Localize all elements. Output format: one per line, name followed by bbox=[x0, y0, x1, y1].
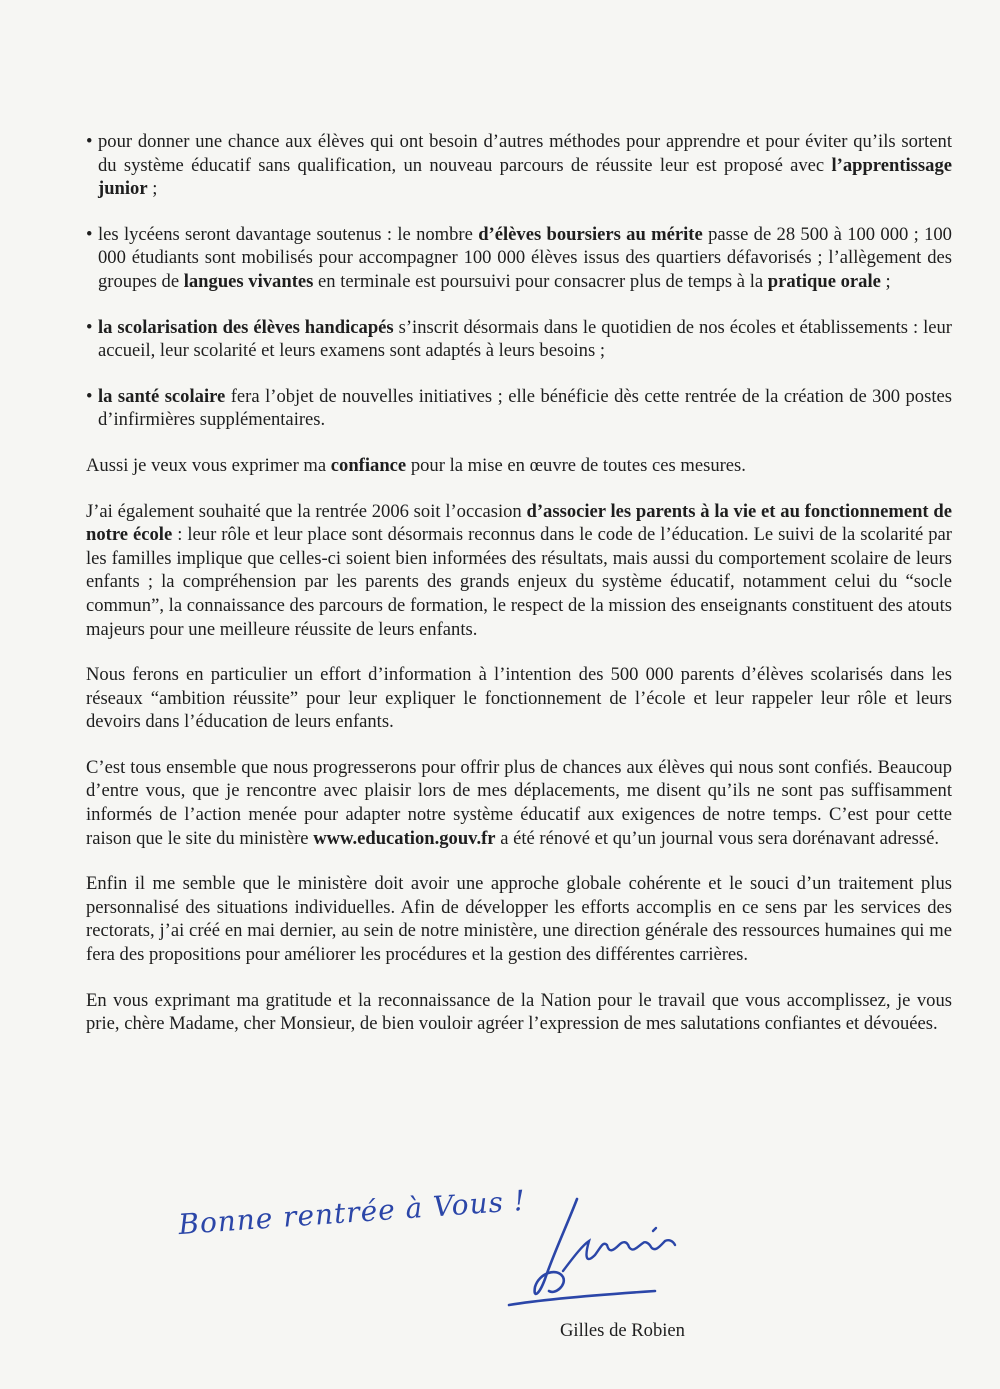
text-run: fera l’objet de nouvelles initiatives ; elle bénéficie dès cette rentrée de la création de 300 postes d’infirmières supplémentaires. bbox=[98, 385, 952, 431]
text-run: s’inscrit désormais dans le quotidien de nos écoles et établissements : leur accueil, leur scolarité et leurs examens sont adaptés à leurs besoins ; bbox=[98, 316, 952, 362]
bold-text: d’associer les parents à la vie et au fonctionnement de notre école bbox=[86, 500, 952, 546]
bold-text: langues vivantes bbox=[183, 270, 314, 292]
bold-text: confiance bbox=[330, 454, 407, 476]
paragraph bbox=[86, 454, 952, 478]
text-run: a été rénové et qu’un journal vous sera dorénavant adressé. bbox=[495, 827, 940, 849]
text-run: En vous exprimant ma gratitude et la reconnaissance de la Nation pour le travail que vous accomplissez, je vous prie, chère Madame, cher Monsieur, de bien vouloir agréer l’expression de mes salutations confiantes et dévouées. bbox=[86, 989, 952, 1035]
bold-text: www.education.gouv.fr bbox=[313, 827, 496, 849]
text-run: les lycéens seront davantage soutenus : le nombre bbox=[98, 223, 479, 245]
paragraph bbox=[86, 663, 952, 734]
paragraph bbox=[86, 500, 952, 642]
bullet-marker: • bbox=[86, 316, 93, 338]
bullet-marker: • bbox=[86, 385, 93, 407]
bullet-list bbox=[86, 130, 952, 432]
text-run: J’ai également souhaité que la rentrée 2006 soit l’occasion bbox=[86, 500, 527, 522]
signer-name: Gilles de Robien bbox=[560, 1320, 685, 1341]
bullet-item bbox=[86, 385, 952, 432]
text-run: Nous ferons en particulier un effort d’information à l’intention des 500 000 parents d’élèves scolarisés dans les réseaux “ambition réussite” pour leur expliquer le fonctionnement de l’école et leur rappeler leur rôle et leurs devoirs dans l’éducation de leurs enfants. bbox=[86, 664, 952, 733]
bold-text: pratique orale bbox=[767, 270, 881, 292]
handwritten-note: Bonne rentrée à Vous ! bbox=[177, 1183, 528, 1242]
bold-text: la santé scolaire bbox=[98, 385, 226, 407]
bullet-marker: • bbox=[86, 223, 93, 245]
bullet-item bbox=[86, 130, 952, 201]
text-run: passe de 28 500 à 100 000 ; 100 000 étudiants sont mobilisés pour accompagner 100 000 élèves issus des quartiers défavorisés ; l’allègement des groupes de bbox=[98, 223, 952, 292]
bullet-marker: • bbox=[86, 131, 93, 152]
paragraph bbox=[86, 989, 952, 1036]
paragraph bbox=[86, 872, 952, 966]
signature-image bbox=[505, 1195, 715, 1315]
text-run: en terminale est poursuivi pour consacrer plus de temps à la bbox=[313, 270, 768, 292]
bold-text: d’élèves boursiers au mérite bbox=[478, 223, 703, 245]
text-run: : leur rôle et leur place sont désormais reconnus dans le code de l’éducation. Le suivi de la scolarité par les familles implique que celles-ci soient bien informées des résultats, mais aussi du comportement scolaire de leurs enfants ; la compréhension par les parents des grands enjeux du système éducatif, notamment celui du “socle commun”, la connaissance des parcours de formation, le respect de la mission des enseignants constituent des atouts majeurs pour une meilleure réussite de leurs enfants. bbox=[86, 524, 952, 640]
text-run: ; bbox=[880, 270, 891, 292]
bold-text: l’apprentissage junior bbox=[98, 154, 952, 200]
text-run: pour la mise en œuvre de toutes ces mesures. bbox=[406, 454, 746, 476]
text-run: pour donner une chance aux élèves qui ont besoin d’autres méthodes pour apprendre et pour éviter qu’ils sortent du système éducatif sans qualification, un nouveau parcours de réussite leur est proposé avec bbox=[98, 131, 952, 176]
bold-text: la scolarisation des élèves handicapés bbox=[98, 316, 394, 338]
bullet-item bbox=[86, 223, 952, 294]
paragraph-list bbox=[86, 454, 952, 1036]
text-run: Enfin il me semble que le ministère doit avoir une approche globale cohérente et le souci d’un traitement plus personnalisé des situations individuelles. Afin de développer les efforts accomplis en ce sens par les services des rectorats, j’ai créé en mai dernier, au sein de notre ministère, une direction générale des ressources humaines qui me fera des propositions pour améliorer les procédures et la gestion des différentes carrières. bbox=[86, 873, 952, 966]
bullet-item bbox=[86, 316, 952, 363]
text-run: Aussi je veux vous exprimer ma bbox=[86, 454, 331, 476]
text-run: C’est tous ensemble que nous progresserons pour offrir plus de chances aux élèves qui nous sont confiés. Beaucoup d’entre vous, que je rencontre avec plaisir lors de mes déplacements, me disent qu’ils ne sont pas suffisamment informés de l’action menée pour adapter notre système éducatif aux exigences de notre temps. C’est pour cette raison que le site du ministère bbox=[86, 756, 952, 849]
paragraph bbox=[86, 756, 952, 850]
text-run: ; bbox=[147, 178, 158, 200]
letter-body bbox=[86, 130, 952, 1058]
